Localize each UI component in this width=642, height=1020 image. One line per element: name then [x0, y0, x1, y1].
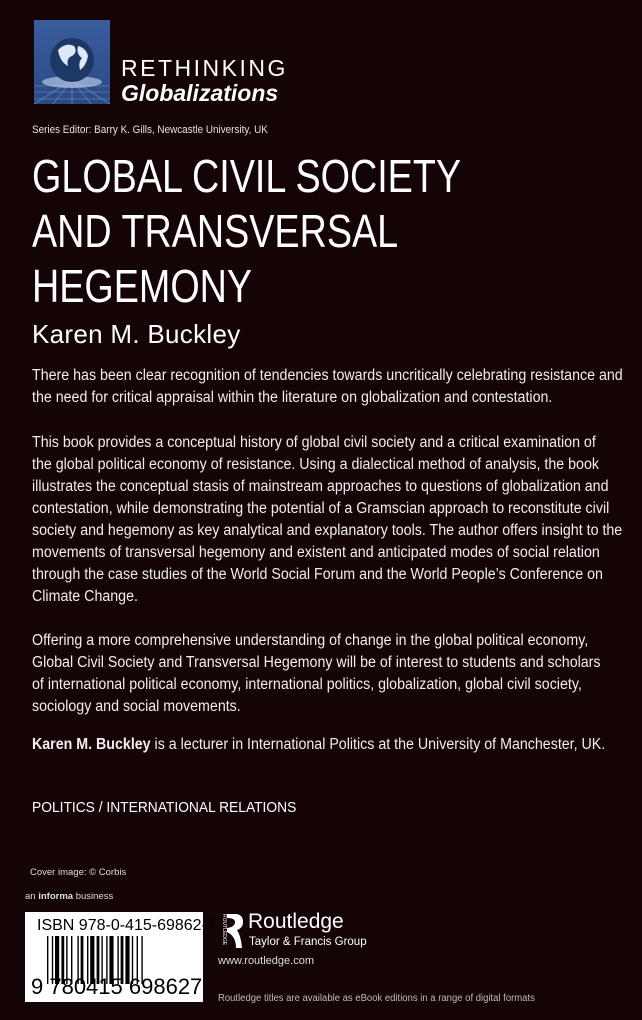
- author-bio: [32, 734, 605, 756]
- series-globe-logo: [34, 20, 110, 104]
- text-line: of international political economy, international politics, globalization, global civil society,: [32, 676, 582, 693]
- series-name-line1: RETHINKING: [121, 55, 288, 81]
- text-line: sociology and social movements.: [32, 698, 241, 715]
- informa-brand: informa: [38, 891, 74, 902]
- book-title-line: AND TRANSVERSAL: [32, 205, 399, 257]
- text-line: illustrates the conceptual stasis of mainstream approaches to questions of globalization and: [32, 478, 609, 495]
- barcode-number: 9 780415 698627: [31, 974, 203, 999]
- book-title-line: GLOBAL CIVIL SOCIETY: [32, 150, 462, 202]
- bio-text: is a lecturer in International Politics at the University of Manchester, UK.: [150, 736, 606, 753]
- informa-pre: an: [25, 891, 39, 902]
- series-name-line2: Globalizations: [121, 80, 279, 106]
- isbn-barcode: [25, 912, 216, 1002]
- ebook-note: Routledge titles are available as eBook editions in a range of digital formats: [218, 993, 535, 1004]
- publisher-group: Taylor & Francis Group: [249, 936, 367, 948]
- text-line: There has been clear recognition of tendencies towards uncritically celebrating resistance and: [32, 367, 623, 384]
- text-line: contestation, while demonstrating the potential of a Gramscian approach to reconstitute civil: [32, 500, 610, 517]
- text-line: Climate Change.: [32, 588, 138, 605]
- text-line: society and hegemony as key analytical and explanatory tools. The author offers insight to the: [32, 522, 623, 539]
- text-line: movements of transversal hegemony and existent and anticipated modes of social relation: [32, 544, 600, 561]
- subject-category: POLITICS / INTERNATIONAL RELATIONS: [32, 799, 297, 816]
- cover-credit: Cover image: © Corbis: [30, 867, 127, 878]
- informa-post: business: [73, 891, 114, 902]
- author-name: Karen M. Buckley: [32, 319, 241, 349]
- routledge-logo-icon: [218, 912, 244, 950]
- text-line: through the case studies of the World Social Forum and the World People’s Conference on: [32, 566, 603, 583]
- text-line: Global Civil Society and Transversal Hegemony will be of interest to students and scholars: [32, 654, 601, 671]
- series-editor: Series Editor: Barry K. Gills, Newcastle University, UK: [32, 124, 268, 136]
- text-line: Offering a more comprehensive understanding of change in the global political economy,: [32, 632, 589, 649]
- book-title-line: HEGEMONY: [32, 260, 253, 312]
- text-line: the need for critical appraisal within the literature on globalization and contestation.: [32, 389, 553, 406]
- blurb-paragraph: [32, 365, 623, 409]
- publisher-name: Routledge: [248, 910, 344, 933]
- publisher-url[interactable]: www.routledge.com: [218, 955, 314, 967]
- text-line: This book provides a conceptual history of global civil society and a critical examination of: [32, 434, 596, 451]
- bio-name: Karen M. Buckley: [32, 736, 151, 753]
- informa-tagline: [25, 891, 113, 902]
- blurb-paragraph: [32, 630, 601, 718]
- blurb-paragraph: [32, 432, 622, 608]
- text-line: the global political economy of resistance. Using a dialectical method of analysis, the book: [32, 456, 599, 473]
- logo-vertical-text: ROUTLEDGE: [221, 914, 227, 946]
- isbn-text: ISBN 978-0-415-69862-7: [37, 917, 216, 934]
- globe-icon: [34, 20, 110, 104]
